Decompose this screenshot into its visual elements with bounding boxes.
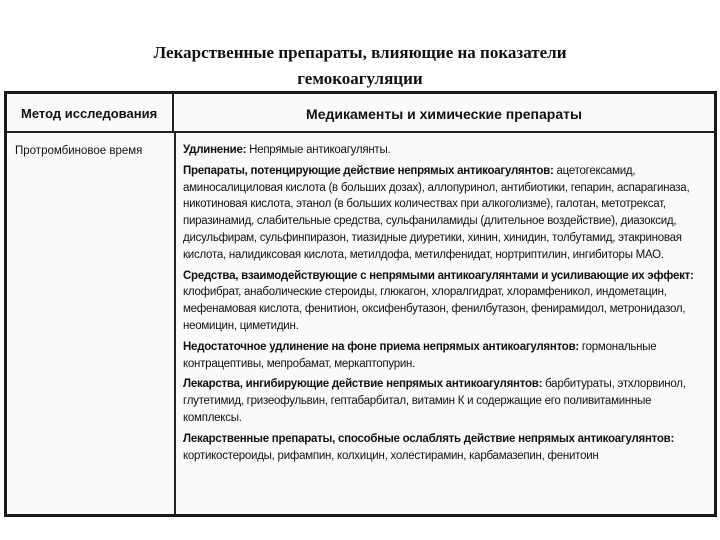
section-text: кортикостероиды, рифампин, колхицин, холестирамин, карбамазепин, фенитоин <box>183 449 599 462</box>
drugs-cell <box>183 142 709 468</box>
slide-title-line-1: Лекарственные препараты, влияющие на показатели <box>153 43 567 62</box>
header-method: Метод исследования <box>7 94 174 131</box>
section-prolongation <box>183 142 709 159</box>
section-heading: Препараты, потенцирующие действие непрямых антикоагулянтов: <box>183 164 554 177</box>
section-heading: Недостаточное удлинение на фоне приема непрямых антикоагулянтов: <box>183 340 579 353</box>
section-text: ацетогексамид, аминосалициловая кислота (в больших дозах), аллопуринол, антибиотики, гепарин, аспарагиназа, никотиновая кислота, этанол (в больших количествах при алкоголизме), галотан, метотрексат, пиразинамид, слабительные средства, сульфаниламиды (длительное воздействие), диазоксид, дисульфирам, сульфинпиразон, тиазидные диуретики, хинин, хинидин, толбутамид, этакриновая кислота, налидиксовая кислота, метилдофа, метилфенидат, нортриптилин, ингибиторы МАО. <box>183 164 690 261</box>
section-text: гормональные контрацептивы, мепробамат, меркаптопурин. <box>183 340 657 370</box>
scanned-table <box>4 91 717 517</box>
section-text: барбитураты, этхлорвинол, глутетимид, гризеофульвин, гептабарбитал, витамин К и содержащие его поливитаминные комплексы. <box>183 378 686 424</box>
section-inhibiting <box>183 376 709 426</box>
slide-title <box>0 40 720 92</box>
section-insufficient <box>183 339 709 373</box>
section-weakening <box>183 431 709 465</box>
header-drugs: Медикаменты и химические препараты <box>306 106 582 122</box>
section-text: клофибрат, анаболические стероиды, глюкагон, хлоралгидрат, хлорамфеникол, индометацин, мефенамовая кислота, фенитион, оксифенбутазон, фенилбутазон, фенирамидол, метронидазол, неомицин, циметидин. <box>183 286 686 332</box>
column-divider <box>174 133 176 514</box>
slide-title-line-2: гемокоагуляции <box>297 69 423 88</box>
section-heading: Лекарства, ингибирующие действие непрямых антикоагулянтов: <box>183 378 543 391</box>
section-heading: Лекарственные препараты, способные ослаблять действие непрямых антикоагулянтов: <box>183 432 675 445</box>
section-heading: Удлинение: <box>183 144 247 156</box>
table-header-row <box>7 94 714 133</box>
method-cell: Протромбиновое время <box>15 145 143 157</box>
section-heading: Средства, взаимодействующие с непрямыми антикоагулянтами и усиливающие их эффект: <box>183 269 694 282</box>
section-interacting <box>183 268 709 335</box>
section-potentiating <box>183 163 709 264</box>
section-text: Непрямые антикоагулянты. <box>246 144 391 156</box>
